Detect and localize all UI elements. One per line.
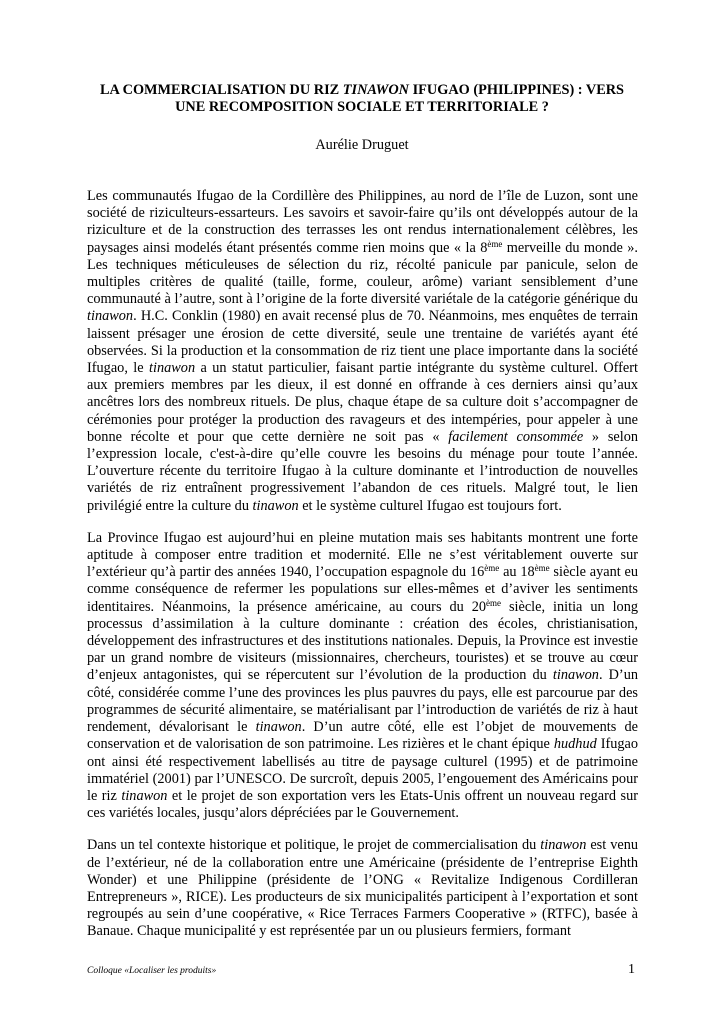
body-text (87, 188, 638, 956)
paper-title (86, 82, 638, 116)
paragraph-2: La Province Ifugao est aujourd’hui en pleine mutation mais ses habitants montrent une forte aptitude à composer entre tradition et modernité. Elle ne s’est véritablement ouverte sur l’extérieur qu’à partir des années 1940, l’occupation espagnole du 16ème au 18ème siècle ayant eu comme conséquence de refermer les populations sur elles-mêmes et d’aviver les sentiments identitaires. Néanmoins, la présence américaine, au cours du 20ème siècle, initia un long processus d’assimilation à la culture dominante : création des écoles, christianisation, développement des infrastructures et des institutions nationales. Depuis, la Province est investie par un grand nombre de visiteurs (missionnaires, chercheurs, touristes) et se trouve au cœur d’enjeux antagonistes, qui se répercutent sur l’évolution de la production du tinawon. D’un côté, considérée comme l’une des provinces les plus pauvres du pays, elle est parcourue par des programmes de sécurité alimentaire, se matérialisant par l’introduction de variétés de riz à haut rendement, dévalorisant le tinawon. D’un autre côté, elle est l’objet de mouvements de conservation et de valorisation de son patrimoine. Les rizières et le chant épique hudhud Ifugao ont ainsi été respectivement labellisés au titre de paysage culturel (1995) et de patrimoine immatériel (2001) par l’UNESCO. De surcroît, depuis 2005, l’engouement des Américains pour le riz tinawon et le projet de son exportation vers les Etats-Unis offrent un nouveau regard sur ces variétés locales, jusqu’alors dépréciées par le Gouvernement. (87, 529, 639, 822)
author-name: Aurélie Druguet (315, 137, 409, 153)
page-number: 1 (628, 962, 635, 977)
title-text: LA COMMERCIALISATION DU RIZ (99, 82, 343, 98)
title-italic-term: TINAWON (342, 82, 409, 98)
title-text-continued: IFUGAO (PHILIPPINES) : VERS UNE RECOMPOSITION SOCIALE ET TERRITORIALE ? (175, 82, 625, 115)
paragraph-3: Dans un tel contexte historique et politique, le projet de commercialisation du tinawon est venu de l’extérieur, né de la collaboration entre une Américaine (présidente de l’entreprise Eighth Wonder) et une Philippine (présidente de l’ONG « Revitalize Indigenous Cordilleran Entrepreneurs », RICE). Les producteurs de six municipalités participent à l’exportation et sont regroupés au sein d’une coopérative, « Rice Terraces Farmers Cooperative » (RTFC), basée à Banaue. Chaque municipalité y est représentée par un ou plusieurs fermiers, formant (87, 837, 638, 940)
footer-conference-name: Colloque «Localiser les produits» (87, 966, 217, 976)
paragraph-1: Les communautés Ifugao de la Cordillère des Philippines, au nord de l’île de Luzon, sont une société de riziculteurs-essarteurs. Les savoirs et savoir-faire qu’ils ont développés autour de la riziculture et de la construction des terrasses les ont rendus internationalement célèbres, les paysages ainsi modelés étant présentés comme rien moins que « la 8ème merveille du monde ». Les techniques méticuleuses de sélection du riz, récolté panicule par panicule, selon de multiples critères de qualité (taille, forme, couleur, arôme) variant sensiblement d’une communauté à l’autre, sont à l’origine de la forte diversité variétale de la catégorie générique du tinawon. H.C. Conklin (1980) en avait recensé plus de 70. Néanmoins, mes enquêtes de terrain laissent présager une érosion de cette diversité, seule une trentaine de variétés ayant été observées. Si la production et la consommation de riz tient une place importante dans la société Ifugao, le tinawon a un statut particulier, faisant partie intégrante du système culturel. Offert aux premiers membres par les dieux, il est donné en offrande à ces derniers ainsi qu’aux ancêtres lors des nombreux rituels. De plus, chaque étape de sa culture doit s’accompagner de cérémonies pour protéger la production des ravageurs et des intempéries, pour appeler à une bonne récolte et pour que cette dernière ne soit pas « facilement consommée » selon l’expression locale, c'est-à-dire qu’elle couvre les besoins du ménage pour toute l’année. L’ouverture récente du territoire Ifugao à la culture dominante et l’introduction de nouvelles variétés de riz entraînent progressivement l’abandon de ces rituels. Malgré tout, le lien privilégié entre la culture du tinawon et le système culturel Ifugao est toujours fort. (87, 188, 638, 514)
